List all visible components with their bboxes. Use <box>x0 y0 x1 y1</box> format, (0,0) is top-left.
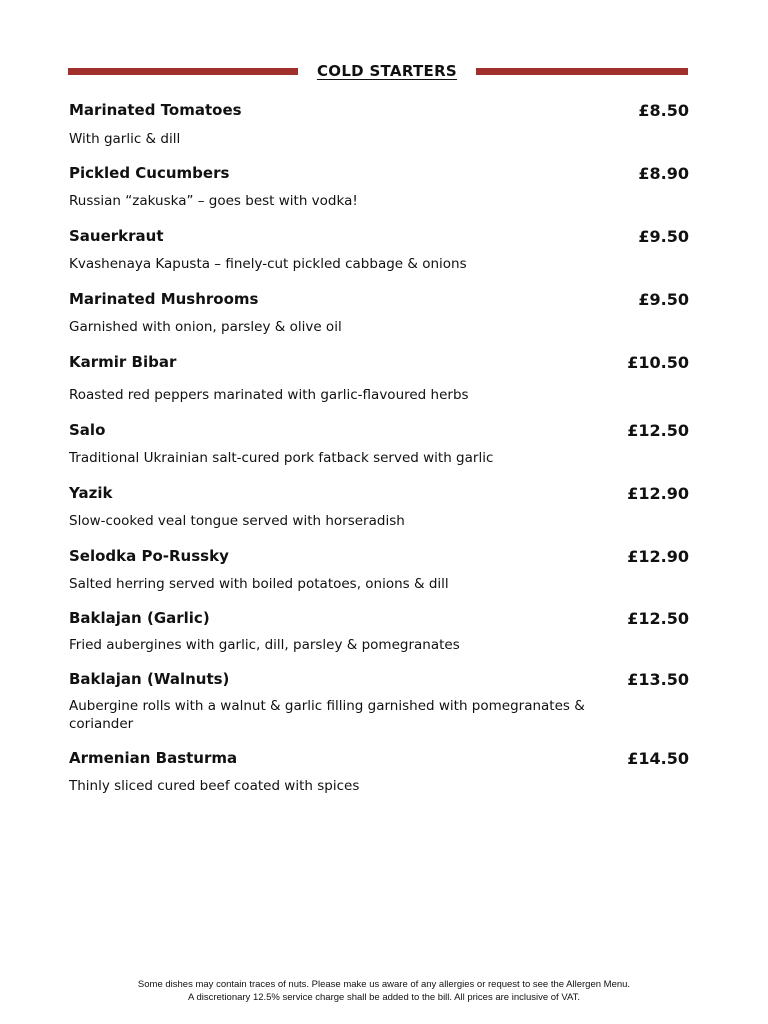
item-name: Baklajan (Walnuts) <box>69 670 230 688</box>
section-title: COLD STARTERS <box>316 62 458 80</box>
item-price: £12.90 <box>627 547 689 566</box>
item-description: Garnished with onion, parsley & olive oil <box>69 319 342 335</box>
header-rule-right <box>476 68 688 75</box>
item-price: £9.50 <box>638 290 689 309</box>
item-price: £8.90 <box>638 164 689 183</box>
item-name: Karmir Bibar <box>69 353 177 371</box>
item-price: £9.50 <box>638 227 689 246</box>
item-name: Armenian Basturma <box>69 749 238 767</box>
item-name: Marinated Tomatoes <box>69 101 242 119</box>
item-name: Baklajan (Garlic) <box>69 609 210 627</box>
header-rule-left <box>68 68 298 75</box>
service-charge-notice: A discretionary 12.5% service charge shall be added to the bill. All prices are inclusive of VAT. <box>188 992 580 1003</box>
item-price: £13.50 <box>627 670 689 689</box>
item-price: £14.50 <box>627 749 689 768</box>
section-header <box>68 62 688 86</box>
item-description: Aubergine rolls with a walnut & garlic filling garnished with pomegranates & coriander <box>69 698 585 732</box>
item-price: £10.50 <box>627 353 689 372</box>
item-price: £12.50 <box>627 421 689 440</box>
item-description: Russian “zakuska” – goes best with vodka! <box>69 193 358 209</box>
item-price: £12.90 <box>627 484 689 503</box>
item-price: £12.50 <box>627 609 689 628</box>
item-description: Salted herring served with boiled potatoes, onions & dill <box>69 576 449 592</box>
footer-notice <box>0 978 768 1004</box>
item-description: Traditional Ukrainian salt-cured pork fatback served with garlic <box>69 450 494 466</box>
item-description: Roasted red peppers marinated with garlic-flavoured herbs <box>69 387 469 403</box>
item-name: Sauerkraut <box>69 227 164 245</box>
item-description: Slow-cooked veal tongue served with horseradish <box>69 513 405 529</box>
item-description: With garlic & dill <box>69 131 181 147</box>
item-name: Yazik <box>69 484 113 502</box>
item-name: Pickled Cucumbers <box>69 164 230 182</box>
item-name: Selodka Po-Russky <box>69 547 229 565</box>
item-description: Fried aubergines with garlic, dill, parsley & pomegranates <box>69 637 460 653</box>
item-description: Thinly sliced cured beef coated with spices <box>69 778 360 794</box>
item-name: Salo <box>69 421 106 439</box>
allergen-notice: Some dishes may contain traces of nuts. Please make us aware of any allergies or request to see the Allergen Menu. <box>137 979 631 990</box>
item-description: Kvashenaya Kapusta – finely-cut pickled cabbage & onions <box>69 256 467 272</box>
item-price: £8.50 <box>638 101 689 120</box>
item-name: Marinated Mushrooms <box>69 290 259 308</box>
